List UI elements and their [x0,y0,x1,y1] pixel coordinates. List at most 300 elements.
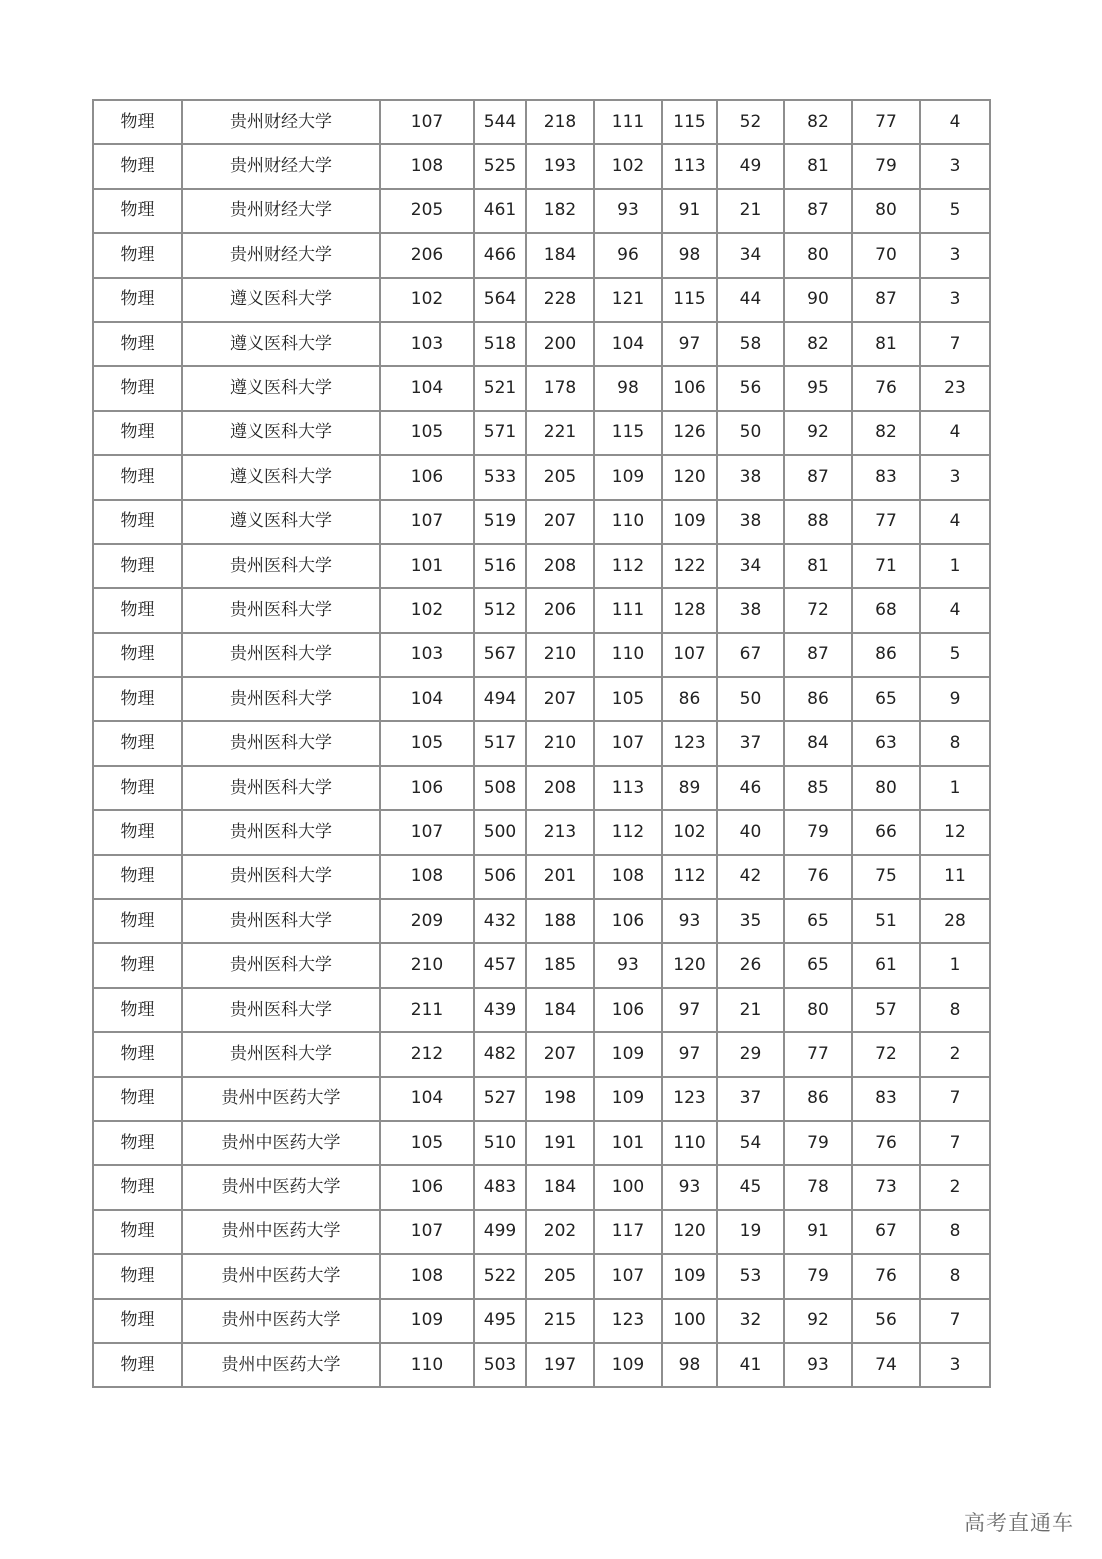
major-group-cell: 205 [380,189,474,233]
score-col-8-cell: 34 [717,544,784,588]
score-col-9-cell: 81 [784,144,852,188]
score-col-10-cell: 72 [852,1032,920,1076]
count-cell: 7 [920,1299,990,1343]
table-row [93,677,990,721]
university-cell: 遵义医科大学 [182,500,380,544]
admission-score-table [92,99,991,1388]
total-score-cell: 544 [474,100,526,144]
score-col-7-cell: 106 [662,366,717,410]
total-score-cell: 522 [474,1254,526,1298]
subject-cell: 物理 [93,500,182,544]
subject-cell: 物理 [93,1121,182,1165]
score-col-5-cell: 191 [526,1121,594,1165]
score-col-7-cell: 98 [662,1343,717,1387]
score-col-9-cell: 77 [784,1032,852,1076]
table-row [93,1210,990,1254]
score-col-10-cell: 87 [852,278,920,322]
score-col-7-cell: 120 [662,943,717,987]
total-score-cell: 571 [474,411,526,455]
score-col-6-cell: 93 [594,943,662,987]
score-col-9-cell: 92 [784,411,852,455]
subject-cell: 物理 [93,810,182,854]
university-cell: 贵州医科大学 [182,943,380,987]
total-score-cell: 525 [474,144,526,188]
count-cell: 4 [920,100,990,144]
score-col-6-cell: 112 [594,544,662,588]
score-col-8-cell: 38 [717,455,784,499]
table-row [93,1077,990,1121]
score-col-8-cell: 19 [717,1210,784,1254]
major-group-cell: 103 [380,322,474,366]
total-score-cell: 461 [474,189,526,233]
score-col-8-cell: 50 [717,677,784,721]
score-col-10-cell: 71 [852,544,920,588]
major-group-cell: 108 [380,855,474,899]
score-col-9-cell: 85 [784,766,852,810]
total-score-cell: 521 [474,366,526,410]
university-cell: 贵州医科大学 [182,855,380,899]
score-col-6-cell: 107 [594,1254,662,1298]
score-col-9-cell: 87 [784,633,852,677]
count-cell: 4 [920,411,990,455]
university-cell: 贵州医科大学 [182,899,380,943]
score-col-8-cell: 35 [717,899,784,943]
count-cell: 3 [920,144,990,188]
score-col-7-cell: 100 [662,1299,717,1343]
subject-cell: 物理 [93,1210,182,1254]
score-col-5-cell: 182 [526,189,594,233]
score-col-10-cell: 76 [852,1254,920,1298]
score-col-8-cell: 50 [717,411,784,455]
score-col-5-cell: 207 [526,500,594,544]
count-cell: 8 [920,721,990,765]
university-cell: 贵州医科大学 [182,633,380,677]
total-score-cell: 439 [474,988,526,1032]
score-col-6-cell: 112 [594,810,662,854]
major-group-cell: 210 [380,943,474,987]
major-group-cell: 108 [380,1254,474,1298]
total-score-cell: 466 [474,233,526,277]
count-cell: 8 [920,1210,990,1254]
score-col-9-cell: 72 [784,588,852,632]
subject-cell: 物理 [93,766,182,810]
major-group-cell: 209 [380,899,474,943]
subject-cell: 物理 [93,1077,182,1121]
score-col-7-cell: 113 [662,144,717,188]
subject-cell: 物理 [93,278,182,322]
count-cell: 2 [920,1165,990,1209]
subject-cell: 物理 [93,1343,182,1387]
major-group-cell: 105 [380,1121,474,1165]
major-group-cell: 104 [380,1077,474,1121]
score-col-8-cell: 52 [717,100,784,144]
university-cell: 遵义医科大学 [182,366,380,410]
university-cell: 贵州中医药大学 [182,1210,380,1254]
table-row [93,855,990,899]
major-group-cell: 107 [380,810,474,854]
score-col-7-cell: 102 [662,810,717,854]
subject-cell: 物理 [93,544,182,588]
score-col-6-cell: 117 [594,1210,662,1254]
university-cell: 贵州中医药大学 [182,1165,380,1209]
score-col-8-cell: 37 [717,721,784,765]
university-cell: 贵州医科大学 [182,988,380,1032]
score-col-5-cell: 200 [526,322,594,366]
score-col-10-cell: 67 [852,1210,920,1254]
score-col-9-cell: 95 [784,366,852,410]
score-col-8-cell: 38 [717,588,784,632]
score-col-5-cell: 188 [526,899,594,943]
count-cell: 23 [920,366,990,410]
subject-cell: 物理 [93,943,182,987]
university-cell: 贵州财经大学 [182,144,380,188]
score-col-8-cell: 26 [717,943,784,987]
score-col-7-cell: 128 [662,588,717,632]
major-group-cell: 106 [380,766,474,810]
subject-cell: 物理 [93,677,182,721]
score-col-6-cell: 100 [594,1165,662,1209]
score-col-6-cell: 121 [594,278,662,322]
total-score-cell: 500 [474,810,526,854]
score-col-7-cell: 109 [662,1254,717,1298]
major-group-cell: 109 [380,1299,474,1343]
total-score-cell: 432 [474,899,526,943]
major-group-cell: 206 [380,233,474,277]
total-score-cell: 518 [474,322,526,366]
score-col-10-cell: 74 [852,1343,920,1387]
score-col-10-cell: 77 [852,100,920,144]
table-row [93,721,990,765]
score-col-10-cell: 80 [852,189,920,233]
watermark-text: 高考直通车 [964,1511,1074,1535]
score-col-10-cell: 86 [852,633,920,677]
score-col-6-cell: 98 [594,366,662,410]
count-cell: 3 [920,455,990,499]
score-col-6-cell: 104 [594,322,662,366]
score-col-8-cell: 58 [717,322,784,366]
score-col-10-cell: 61 [852,943,920,987]
table-row [93,1121,990,1165]
total-score-cell: 506 [474,855,526,899]
total-score-cell: 567 [474,633,526,677]
score-col-5-cell: 207 [526,1032,594,1076]
score-col-7-cell: 93 [662,1165,717,1209]
score-col-7-cell: 97 [662,322,717,366]
score-col-7-cell: 97 [662,1032,717,1076]
score-col-5-cell: 184 [526,233,594,277]
count-cell: 7 [920,1077,990,1121]
table-row [93,544,990,588]
table-row [93,633,990,677]
university-cell: 贵州医科大学 [182,810,380,854]
score-col-7-cell: 123 [662,1077,717,1121]
major-group-cell: 104 [380,677,474,721]
total-score-cell: 519 [474,500,526,544]
score-col-7-cell: 123 [662,721,717,765]
score-col-9-cell: 88 [784,500,852,544]
count-cell: 1 [920,544,990,588]
table-row [93,500,990,544]
count-cell: 8 [920,988,990,1032]
score-col-9-cell: 65 [784,899,852,943]
score-col-6-cell: 110 [594,500,662,544]
count-cell: 9 [920,677,990,721]
total-score-cell: 517 [474,721,526,765]
score-col-9-cell: 76 [784,855,852,899]
score-col-5-cell: 184 [526,1165,594,1209]
major-group-cell: 211 [380,988,474,1032]
score-col-10-cell: 68 [852,588,920,632]
score-col-8-cell: 38 [717,500,784,544]
score-col-5-cell: 218 [526,100,594,144]
score-col-10-cell: 76 [852,1121,920,1165]
score-col-9-cell: 87 [784,189,852,233]
score-col-9-cell: 92 [784,1299,852,1343]
total-score-cell: 503 [474,1343,526,1387]
score-col-9-cell: 81 [784,544,852,588]
score-col-8-cell: 53 [717,1254,784,1298]
major-group-cell: 107 [380,100,474,144]
score-col-5-cell: 208 [526,766,594,810]
score-col-10-cell: 57 [852,988,920,1032]
university-cell: 贵州财经大学 [182,100,380,144]
score-col-7-cell: 115 [662,278,717,322]
table-row [93,943,990,987]
score-col-9-cell: 79 [784,1121,852,1165]
major-group-cell: 110 [380,1343,474,1387]
score-col-7-cell: 110 [662,1121,717,1165]
score-col-6-cell: 93 [594,189,662,233]
score-col-7-cell: 122 [662,544,717,588]
university-cell: 贵州医科大学 [182,721,380,765]
major-group-cell: 102 [380,278,474,322]
score-col-7-cell: 120 [662,1210,717,1254]
score-col-5-cell: 206 [526,588,594,632]
score-col-6-cell: 108 [594,855,662,899]
score-col-9-cell: 80 [784,988,852,1032]
university-cell: 遵义医科大学 [182,322,380,366]
score-col-6-cell: 123 [594,1299,662,1343]
score-col-7-cell: 89 [662,766,717,810]
score-col-10-cell: 80 [852,766,920,810]
score-col-5-cell: 228 [526,278,594,322]
university-cell: 遵义医科大学 [182,411,380,455]
major-group-cell: 107 [380,1210,474,1254]
total-score-cell: 564 [474,278,526,322]
score-col-9-cell: 80 [784,233,852,277]
score-col-6-cell: 109 [594,1343,662,1387]
score-col-10-cell: 82 [852,411,920,455]
score-col-6-cell: 110 [594,633,662,677]
score-col-7-cell: 126 [662,411,717,455]
score-col-8-cell: 67 [717,633,784,677]
subject-cell: 物理 [93,1299,182,1343]
subject-cell: 物理 [93,233,182,277]
score-col-9-cell: 79 [784,1254,852,1298]
score-col-5-cell: 210 [526,633,594,677]
table-row [93,1032,990,1076]
table-row [93,144,990,188]
major-group-cell: 106 [380,455,474,499]
subject-cell: 物理 [93,189,182,233]
score-col-5-cell: 184 [526,988,594,1032]
university-cell: 遵义医科大学 [182,278,380,322]
university-cell: 贵州医科大学 [182,677,380,721]
score-col-9-cell: 91 [784,1210,852,1254]
score-col-10-cell: 83 [852,1077,920,1121]
subject-cell: 物理 [93,1254,182,1298]
score-col-10-cell: 56 [852,1299,920,1343]
score-col-5-cell: 198 [526,1077,594,1121]
count-cell: 1 [920,943,990,987]
count-cell: 5 [920,633,990,677]
subject-cell: 物理 [93,144,182,188]
score-col-6-cell: 106 [594,988,662,1032]
count-cell: 1 [920,766,990,810]
subject-cell: 物理 [93,721,182,765]
total-score-cell: 457 [474,943,526,987]
score-col-8-cell: 54 [717,1121,784,1165]
score-col-8-cell: 44 [717,278,784,322]
table-row [93,899,990,943]
score-col-8-cell: 34 [717,233,784,277]
table-body [93,100,990,1387]
score-col-5-cell: 205 [526,1254,594,1298]
score-col-7-cell: 112 [662,855,717,899]
total-score-cell: 527 [474,1077,526,1121]
score-col-7-cell: 107 [662,633,717,677]
count-cell: 3 [920,1343,990,1387]
score-col-9-cell: 86 [784,1077,852,1121]
university-cell: 贵州医科大学 [182,1032,380,1076]
total-score-cell: 499 [474,1210,526,1254]
score-col-10-cell: 77 [852,500,920,544]
score-col-7-cell: 91 [662,189,717,233]
score-col-8-cell: 45 [717,1165,784,1209]
table-row [93,1165,990,1209]
university-cell: 贵州中医药大学 [182,1077,380,1121]
score-col-5-cell: 208 [526,544,594,588]
score-col-6-cell: 109 [594,455,662,499]
score-col-7-cell: 93 [662,899,717,943]
score-col-5-cell: 210 [526,721,594,765]
score-col-6-cell: 102 [594,144,662,188]
subject-cell: 物理 [93,1032,182,1076]
table-row [93,366,990,410]
major-group-cell: 105 [380,721,474,765]
total-score-cell: 482 [474,1032,526,1076]
table-row [93,278,990,322]
score-col-6-cell: 111 [594,100,662,144]
subject-cell: 物理 [93,455,182,499]
subject-cell: 物理 [93,633,182,677]
university-cell: 贵州医科大学 [182,544,380,588]
score-col-8-cell: 21 [717,988,784,1032]
score-col-10-cell: 70 [852,233,920,277]
score-col-9-cell: 90 [784,278,852,322]
table-row [93,411,990,455]
count-cell: 8 [920,1254,990,1298]
score-col-9-cell: 84 [784,721,852,765]
score-col-6-cell: 109 [594,1032,662,1076]
score-col-6-cell: 109 [594,1077,662,1121]
score-col-5-cell: 207 [526,677,594,721]
table-row [93,455,990,499]
total-score-cell: 494 [474,677,526,721]
major-group-cell: 103 [380,633,474,677]
table-row [93,588,990,632]
score-col-6-cell: 115 [594,411,662,455]
count-cell: 4 [920,588,990,632]
score-col-10-cell: 73 [852,1165,920,1209]
score-col-6-cell: 111 [594,588,662,632]
score-col-5-cell: 213 [526,810,594,854]
major-group-cell: 102 [380,588,474,632]
university-cell: 贵州医科大学 [182,588,380,632]
count-cell: 11 [920,855,990,899]
total-score-cell: 483 [474,1165,526,1209]
table-row [93,233,990,277]
score-col-5-cell: 178 [526,366,594,410]
score-col-8-cell: 41 [717,1343,784,1387]
university-cell: 贵州中医药大学 [182,1121,380,1165]
subject-cell: 物理 [93,899,182,943]
university-cell: 贵州医科大学 [182,766,380,810]
subject-cell: 物理 [93,855,182,899]
total-score-cell: 533 [474,455,526,499]
count-cell: 3 [920,278,990,322]
table-row [93,810,990,854]
score-col-9-cell: 65 [784,943,852,987]
major-group-cell: 106 [380,1165,474,1209]
score-col-7-cell: 97 [662,988,717,1032]
score-col-6-cell: 105 [594,677,662,721]
score-col-8-cell: 29 [717,1032,784,1076]
count-cell: 5 [920,189,990,233]
score-col-5-cell: 205 [526,455,594,499]
score-col-10-cell: 79 [852,144,920,188]
score-col-10-cell: 65 [852,677,920,721]
total-score-cell: 508 [474,766,526,810]
score-col-6-cell: 106 [594,899,662,943]
university-cell: 贵州中医药大学 [182,1299,380,1343]
table-row [93,189,990,233]
subject-cell: 物理 [93,588,182,632]
score-col-9-cell: 87 [784,455,852,499]
score-col-6-cell: 113 [594,766,662,810]
score-col-5-cell: 193 [526,144,594,188]
subject-cell: 物理 [93,322,182,366]
university-cell: 贵州财经大学 [182,189,380,233]
major-group-cell: 105 [380,411,474,455]
score-col-5-cell: 201 [526,855,594,899]
major-group-cell: 212 [380,1032,474,1076]
score-col-9-cell: 79 [784,810,852,854]
major-group-cell: 104 [380,366,474,410]
score-col-8-cell: 49 [717,144,784,188]
major-group-cell: 108 [380,144,474,188]
score-col-8-cell: 21 [717,189,784,233]
subject-cell: 物理 [93,988,182,1032]
score-col-10-cell: 75 [852,855,920,899]
subject-cell: 物理 [93,100,182,144]
score-col-9-cell: 78 [784,1165,852,1209]
score-col-7-cell: 109 [662,500,717,544]
score-col-7-cell: 98 [662,233,717,277]
score-col-9-cell: 82 [784,322,852,366]
major-group-cell: 107 [380,500,474,544]
university-cell: 贵州中医药大学 [182,1343,380,1387]
